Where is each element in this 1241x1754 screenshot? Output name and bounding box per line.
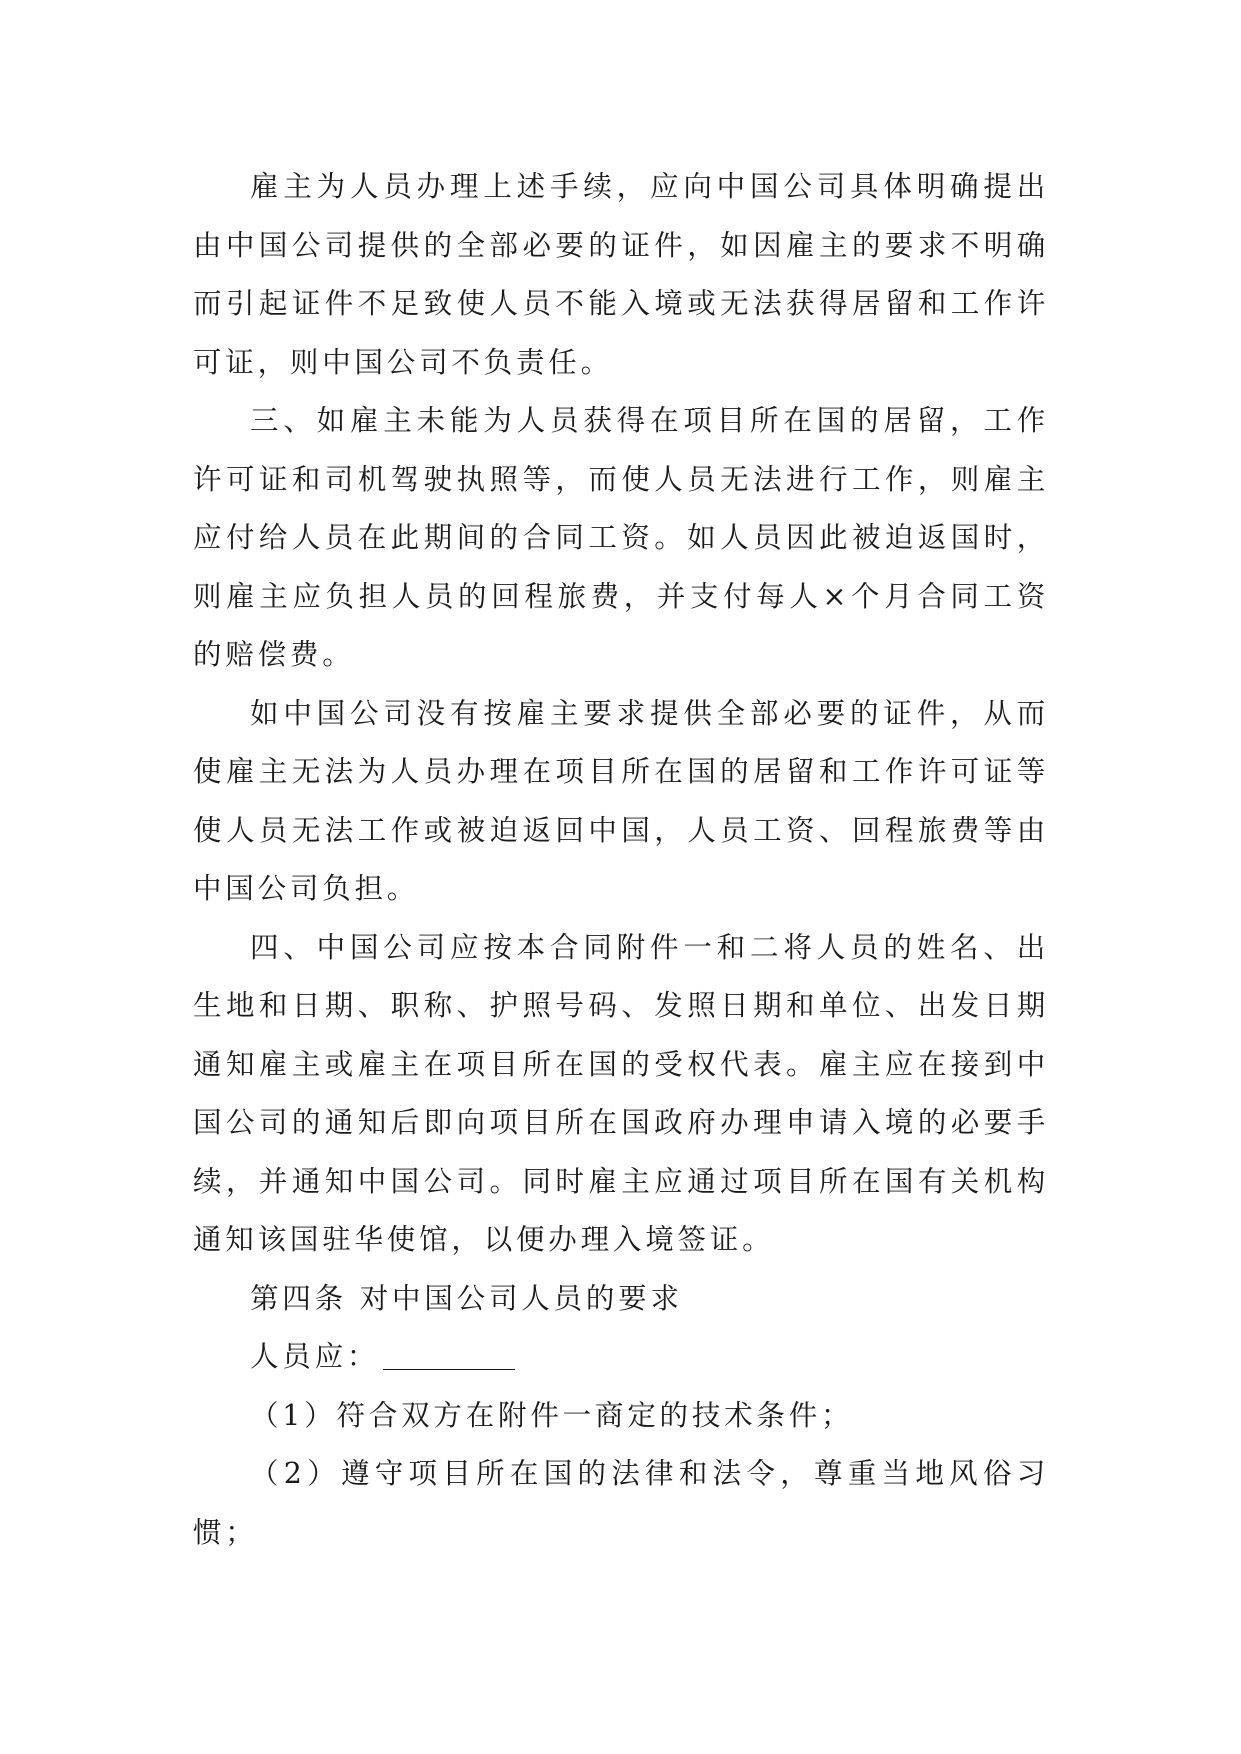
document-body <box>193 158 1049 1562</box>
requirements-intro-line <box>193 1328 1049 1387</box>
requirements-intro: 人员应： <box>250 1340 380 1373</box>
requirement-item: （1）符合双方在附件一商定的技术条件； <box>250 1398 854 1432</box>
fill-in-blank <box>383 1339 515 1370</box>
paragraph-clause-three: 三、如雇主未能为人员获得在项目所在国的居留，工作许可证和司机驾驶执照等，而使人员无法进行工作，则雇主应付给人员在此期间的合同工资。如人员因此被迫返国时，则雇主应负担人员的回程旅费，并支付每人×个月合同工资的赔偿费。 <box>193 404 1049 671</box>
requirement-item: （2）遵守项目所在国的法律和法令，尊重当地风俗习惯； <box>193 1457 1049 1549</box>
paragraph-clause-four: 四、中国公司应按本合同附件一和二将人员的姓名、出生地和日期、职称、护照号码、发照日期和单位、出发日期通知雇主或雇主在项目所在国的受权代表。雇主应在接到中国公司的通知后即向项目所在国政府办理申请入境的必要手续，并通知中国公司。同时雇主应通过项目所在国有关机构通知该国驻华使馆，以便办理入境签证。 <box>193 930 1049 1256</box>
article-heading: 第四条 对中国公司人员的要求 <box>250 1281 683 1315</box>
paragraph-procedures: 雇主为人员办理上述手续，应向中国公司具体明确提出由中国公司提供的全部必要的证件，如因雇主的要求不明确而引起证件不足致使人员不能入境或无法获得居留和工作许可证，则中国公司不负责任。 <box>193 170 1049 379</box>
paragraph-chinese-company-documents: 如中国公司没有按雇主要求提供全部必要的证件，从而使雇主无法为人员办理在项目所在国的居留和工作许可证等使人员无法工作或被迫返回中国，人员工资、回程旅费等由中国公司负担。 <box>193 696 1049 905</box>
